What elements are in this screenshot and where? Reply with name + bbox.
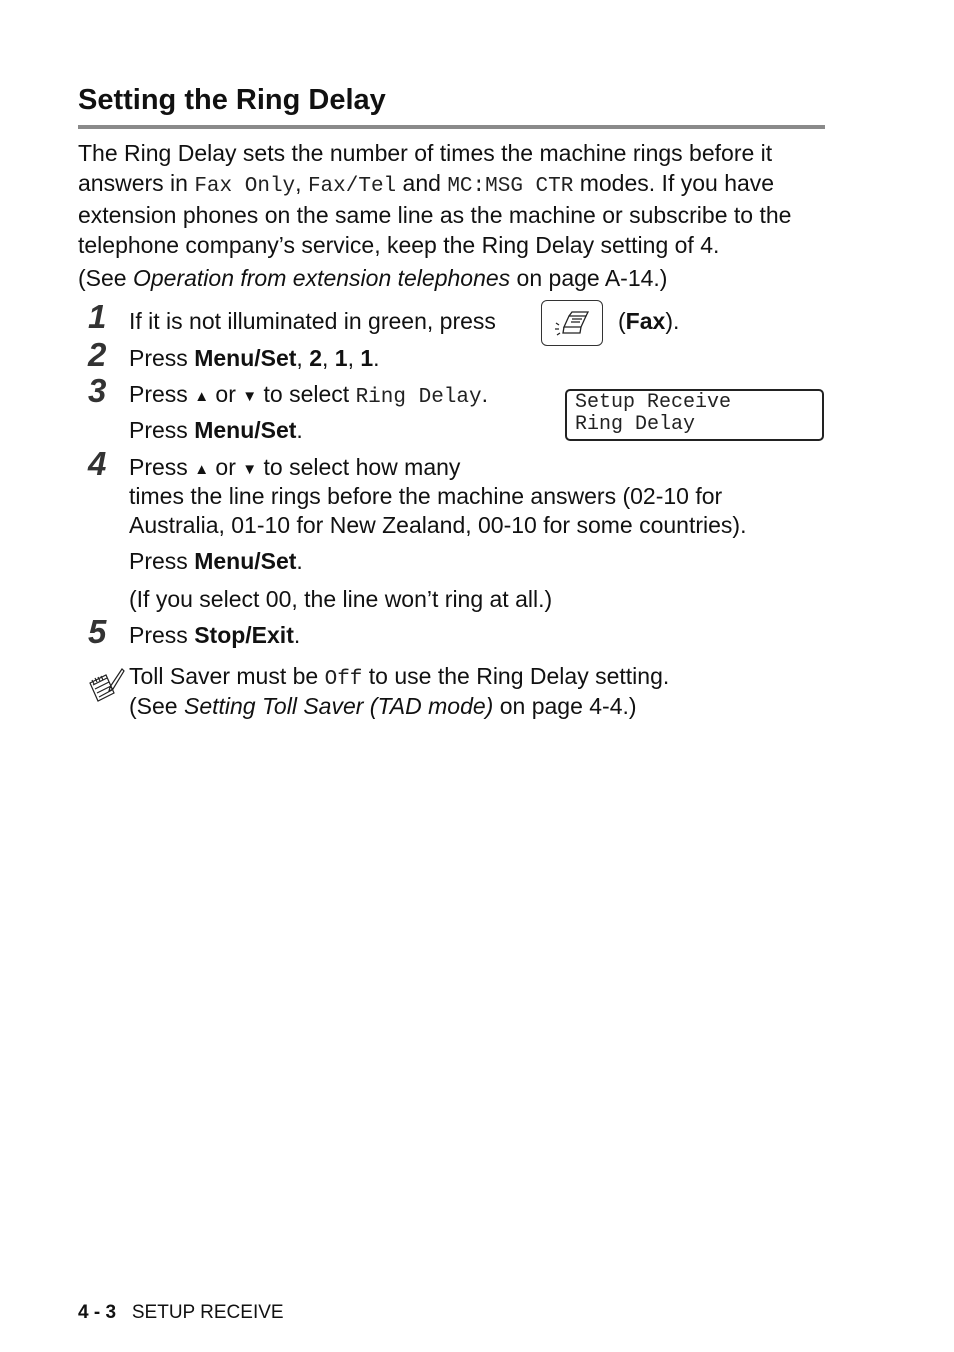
step-number-2: 2 (88, 336, 107, 373)
note-pad-icon (86, 667, 126, 707)
down-arrow-icon: ▼ (242, 461, 258, 478)
step-number-1: 1 (88, 298, 107, 335)
page-heading: Setting the Ring Delay (78, 82, 825, 129)
see-reference: (See Operation from extension telephones on page A-14.) (78, 265, 668, 291)
step-1-fax: (Fax). (618, 308, 680, 334)
down-arrow-icon: ▼ (242, 388, 258, 405)
step-2-text: Press Menu/Set, 2, 1, 1. (129, 345, 380, 371)
step-4-text: Press ▲ or ▼ to select how many (129, 454, 461, 480)
page-footer (78, 1302, 284, 1324)
step-number-3: 3 (88, 372, 107, 409)
intro-paragraph: The Ring Delay sets the number of times the machine rings before it answers in Fax Only, Fax/Tel and MC:MSG CTR modes. If you have extension phones on the same line as the machine or subscribe to the telephone company’s service, keep the Ring Delay setting of 4. (78, 140, 792, 258)
page-number: 4 - 3 (78, 1302, 117, 1323)
step-4-note: (If you select 00, the line won’t ring at all.) (129, 586, 553, 612)
note-see: (See Setting Toll Saver (TAD mode) on page 4-4.) (129, 693, 637, 719)
fax-key-icon (541, 300, 603, 346)
step-4-press: Press Menu/Set. (129, 548, 303, 574)
lcd-display (565, 389, 824, 441)
up-arrow-icon: ▲ (194, 388, 210, 405)
section-name: SETUP RECEIVE (131, 1302, 284, 1323)
up-arrow-icon: ▲ (194, 461, 210, 478)
lcd-line-1: Setup Receive (575, 391, 732, 414)
note-text: Toll Saver must be Off to use the Ring Delay setting. (129, 663, 670, 691)
step-4-line-3: Australia, 01-10 for New Zealand, 00-10 for some countries). (129, 512, 747, 538)
step-5-text: Press Stop/Exit. (129, 622, 301, 648)
step-3-press: Press Menu/Set. (129, 417, 303, 443)
step-number-5: 5 (88, 613, 107, 650)
step-4-line-2: times the line rings before the machine answers (02-10 for (129, 483, 723, 509)
step-1-text: If it is not illuminated in green, press (129, 308, 496, 334)
step-number-4: 4 (88, 445, 107, 482)
lcd-line-2: Ring Delay (575, 413, 696, 436)
step-3-text: Press ▲ or ▼ to select Ring Delay. (129, 381, 488, 409)
